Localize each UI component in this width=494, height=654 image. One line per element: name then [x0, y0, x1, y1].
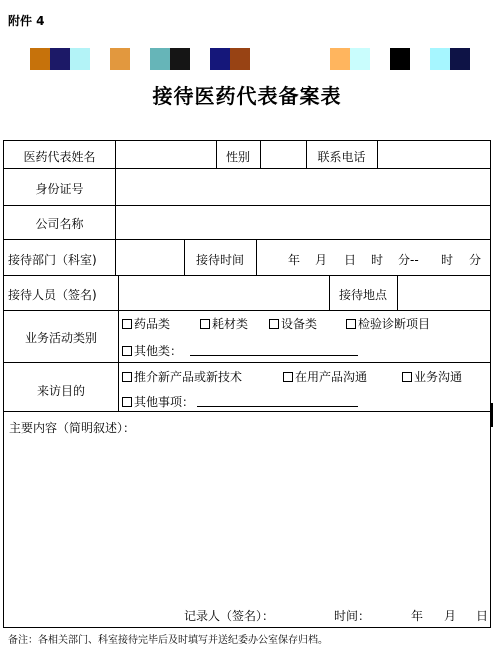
- time-minute-end: 分: [469, 253, 482, 267]
- purpose-other-blank[interactable]: [197, 406, 358, 407]
- row-divider: [4, 362, 490, 363]
- record-time-label: 时间：: [334, 609, 371, 623]
- color-swatch: [110, 48, 130, 70]
- color-swatch: [170, 48, 190, 70]
- color-swatch: [390, 48, 410, 70]
- option-drugs[interactable]: 药品类: [122, 315, 170, 332]
- color-swatch: [150, 48, 170, 70]
- color-swatch: [450, 48, 470, 70]
- time-hour-end: 时: [441, 253, 454, 267]
- attachment-label: 附件 4: [8, 14, 45, 28]
- activity-type-label: 业务活动类别: [24, 331, 97, 345]
- color-swatch: [70, 48, 90, 70]
- color-swatch: [350, 48, 370, 70]
- main-content-label: 主要内容（简明叙述）：: [9, 421, 136, 435]
- row-divider: [4, 168, 490, 169]
- time-day: 日: [344, 253, 357, 267]
- col-divider: [115, 141, 116, 275]
- color-swatch: [210, 48, 230, 70]
- option-activity-other[interactable]: 其他类：: [122, 342, 182, 359]
- table-edge-mark: [490, 403, 493, 427]
- row-divider: [4, 310, 490, 311]
- time-year: 年: [288, 253, 301, 267]
- reception-time-label: 接待时间: [195, 253, 244, 267]
- color-strip: [0, 48, 494, 70]
- reception-place-label: 接待地点: [338, 288, 387, 302]
- row-divider: [4, 239, 490, 240]
- phone-label: 联系电话: [317, 150, 366, 164]
- checkbox[interactable]: [122, 319, 132, 329]
- col-divider: [256, 239, 257, 275]
- option-purpose-other[interactable]: 其他事项：: [122, 393, 194, 410]
- col-divider: [397, 275, 398, 310]
- footnote: 备注：各相关部门、科室接待完毕后及时填写并送纪委办公室保存归档。: [8, 635, 328, 646]
- visit-purpose-label: 来访目的: [36, 384, 85, 398]
- checkbox[interactable]: [122, 372, 132, 382]
- col-divider: [118, 275, 119, 411]
- color-swatch: [230, 48, 250, 70]
- record-form-table: [3, 140, 491, 628]
- col-divider: [377, 141, 378, 168]
- record-month: 月: [444, 609, 457, 623]
- company-label: 公司名称: [35, 217, 84, 231]
- option-equipment[interactable]: 设备类: [269, 315, 317, 332]
- checkbox[interactable]: [283, 372, 293, 382]
- row-divider: [4, 205, 490, 206]
- option-diagnostics[interactable]: 检验诊断项目: [346, 315, 430, 332]
- time-hour: 时: [371, 253, 384, 267]
- id-number-label: 身份证号: [35, 182, 84, 196]
- option-promote[interactable]: 推介新产品或新技术: [122, 368, 242, 385]
- rep-name-label: 医药代表姓名: [23, 150, 96, 164]
- col-divider: [260, 141, 261, 168]
- gender-label: 性别: [225, 150, 250, 164]
- record-year: 年: [411, 609, 424, 623]
- time-month: 月: [315, 253, 328, 267]
- recorder-label: 记录人（签名）：: [184, 609, 275, 623]
- time-minute-dash: 分--: [398, 253, 419, 267]
- checkbox[interactable]: [200, 319, 210, 329]
- checkbox[interactable]: [346, 319, 356, 329]
- record-day: 日: [476, 609, 489, 623]
- reception-person-label: 接待人员（签名): [8, 288, 97, 302]
- option-business[interactable]: 业务沟通: [402, 368, 462, 385]
- checkbox[interactable]: [122, 346, 132, 356]
- department-label: 接待部门（科室): [8, 253, 97, 267]
- option-in-use[interactable]: 在用产品沟通: [283, 368, 367, 385]
- color-swatch: [30, 48, 50, 70]
- checkbox[interactable]: [122, 397, 132, 407]
- option-consumables[interactable]: 耗材类: [200, 315, 248, 332]
- color-swatch: [430, 48, 450, 70]
- form-title: 接待医药代表备案表: [152, 84, 342, 108]
- color-swatch: [50, 48, 70, 70]
- row-divider: [4, 275, 490, 276]
- checkbox[interactable]: [402, 372, 412, 382]
- checkbox[interactable]: [269, 319, 279, 329]
- color-swatch: [330, 48, 350, 70]
- row-divider: [4, 411, 490, 412]
- activity-other-blank[interactable]: [190, 355, 358, 356]
